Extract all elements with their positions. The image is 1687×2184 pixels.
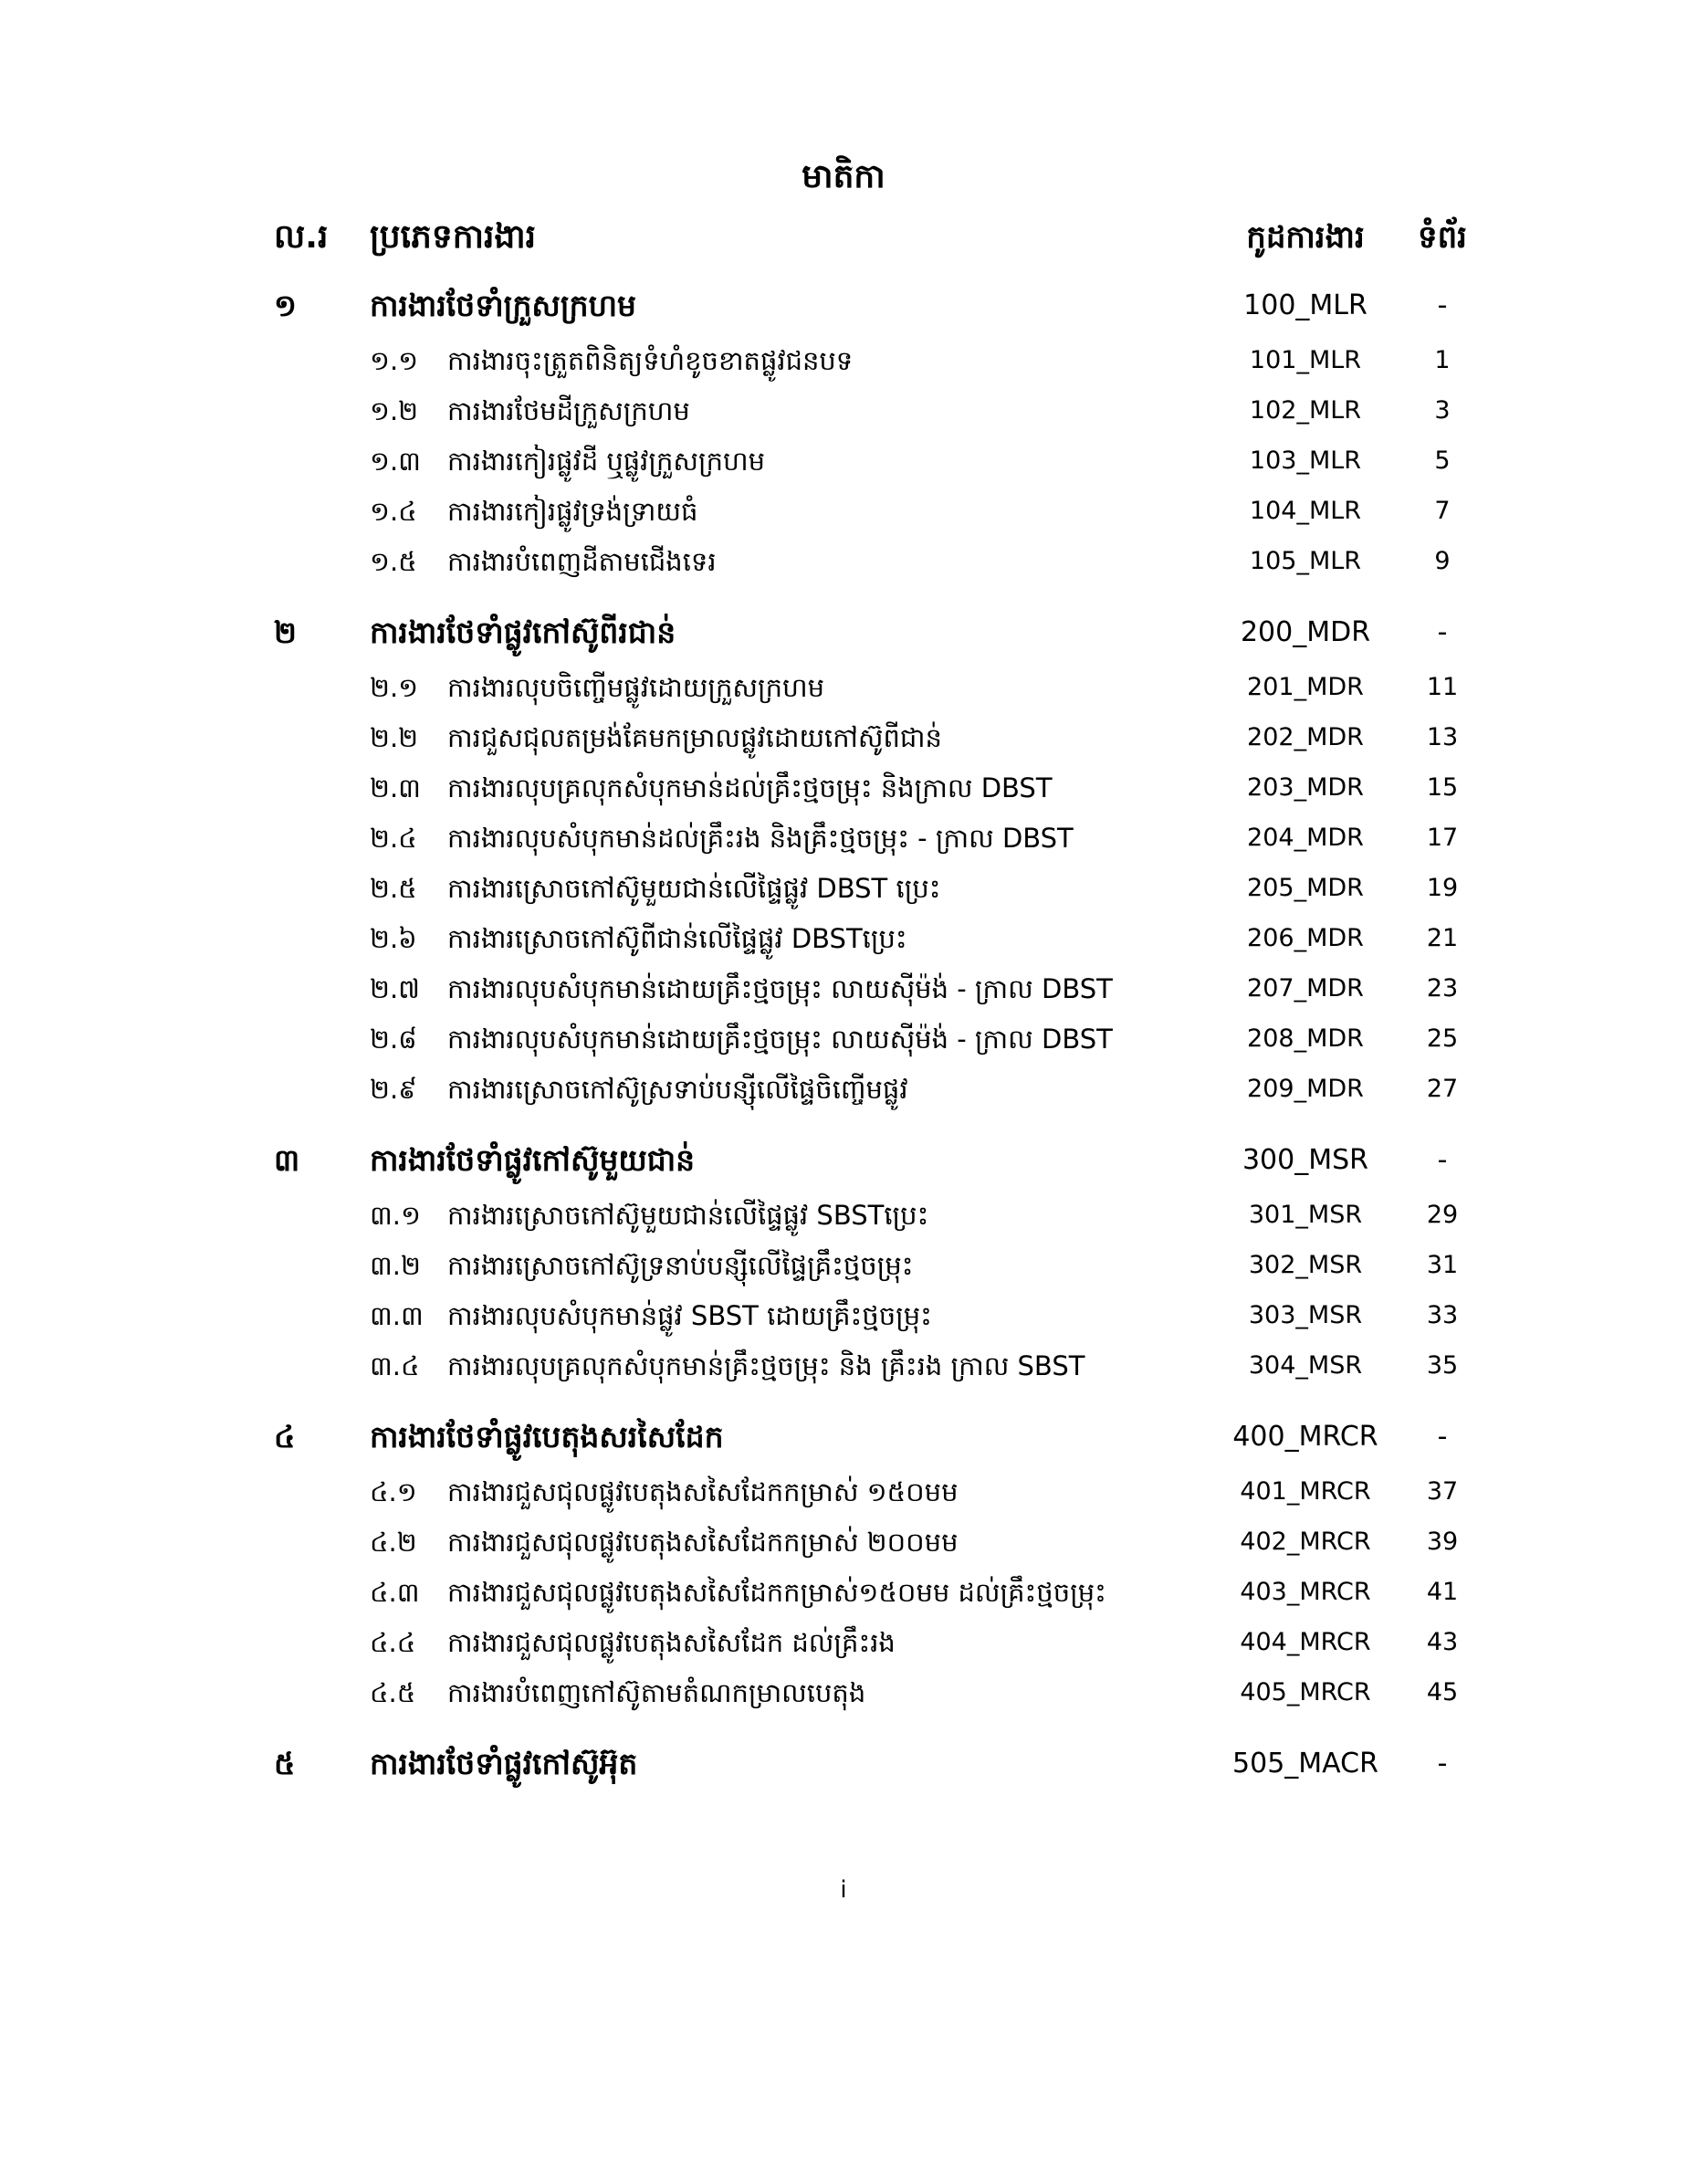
section-title: ការងារថែទាំក្រួសក្រហម [370,288,636,323]
item-title: ការងារបំពេញកៅស៊ូតាមតំណកម្រាលបេតុង [447,1677,866,1708]
item-number: ២.៨ [370,1024,417,1055]
section-row [0,610,1687,656]
item-code: 402_MRCR [1240,1528,1371,1556]
item-page: 27 [1426,1075,1459,1103]
item-title: ការងារថែមដីក្រួសក្រហម [447,395,690,426]
item-page: 7 [1434,497,1451,525]
item-row [0,338,1687,383]
item-row [0,715,1687,761]
item-row [0,1016,1687,1062]
section-code: 400_MRCR [1232,1421,1378,1453]
item-code: 204_MDR [1247,824,1364,852]
item-page: 23 [1426,974,1459,1003]
item-number: ១.១ [370,345,419,376]
item-page: 11 [1426,673,1459,701]
table-header [0,212,1687,263]
section-number: ៣ [274,1142,300,1178]
item-code: 201_MDR [1247,673,1364,701]
item-title: ការងារកៀរផ្លូវទ្រង់ទ្រាយធំ [447,496,698,527]
item-number: ២.៥ [370,873,417,904]
item-code: 405_MRCR [1240,1678,1371,1706]
item-row [0,966,1687,1012]
section-page: - [1437,1144,1448,1176]
section-number: ៥ [274,1746,296,1781]
item-row [0,539,1687,584]
item-row [0,1570,1687,1615]
item-number: ៣.៣ [370,1300,424,1331]
item-number: ២.២ [370,722,419,753]
item-row [0,1519,1687,1565]
item-row [0,1620,1687,1665]
section-number: ២ [274,614,297,650]
item-code: 105_MLR [1249,547,1362,575]
section-number: ១ [274,288,297,323]
item-number: ៣.១ [370,1200,421,1231]
item-number: ៤.៣ [370,1577,420,1608]
item-page: 33 [1426,1301,1459,1329]
item-number: ២.៣ [370,772,421,803]
header-no: ល.រ [274,218,329,256]
item-number: ៤.១ [370,1476,417,1507]
item-number: ១.២ [370,395,419,426]
item-code: 202_MDR [1247,723,1364,751]
item-code: 401_MRCR [1240,1477,1371,1506]
section-page: - [1437,289,1448,321]
item-page: 15 [1426,773,1459,802]
item-number: ១.៣ [370,446,421,477]
item-code: 403_MRCR [1240,1578,1371,1606]
item-title: ការងារលុបសំបុកមាន់ផ្លូវ SBST ដោយគ្រឹះថ្មចម្រុះ [447,1300,932,1331]
section-page: - [1437,1748,1448,1780]
item-title: ការងារលុបសំបុកមាន់ដោយគ្រឹះថ្មចម្រុះ លាយស៊ីម៉ង់ - ក្រាល DBST [447,973,1113,1004]
item-page: 19 [1426,874,1459,902]
item-title: ការងារជួសជុលផ្លូវបេតុងសសៃដែកកម្រាស់ ១៥០មម [447,1476,959,1507]
item-title: ការងារចុះត្រួតពិនិត្យទំហំខូចខាតផ្លូវជនបទ [447,345,854,376]
item-page: 21 [1426,924,1459,952]
item-title: ការងារលុបសំបុកមាន់ដោយគ្រឹះថ្មចម្រុះ លាយស៊ីម៉ង់ - ក្រាល DBST [447,1024,1113,1055]
item-page: 35 [1426,1351,1459,1380]
section-title: ការងារថែទាំផ្លូវកៅស៊ូមួយជាន់ [370,1142,696,1178]
item-row [0,765,1687,811]
item-row [0,866,1687,911]
item-number: ២.៤ [370,823,417,854]
item-code: 102_MLR [1249,396,1362,425]
header-type: ប្រភេទការងារ [370,218,537,256]
item-number: ៣.៤ [370,1350,420,1381]
item-number: ២.៦ [370,923,417,954]
item-number: ២.៧ [370,973,420,1004]
item-title: ការងារជួសជុលផ្លូវបេតុងសសៃដែក ដល់គ្រឹះរង [447,1627,896,1658]
item-page: 29 [1426,1201,1459,1229]
item-page: 3 [1434,396,1451,425]
item-code: 404_MRCR [1240,1628,1371,1656]
item-row [0,438,1687,484]
item-code: 208_MDR [1247,1024,1364,1053]
section-page: - [1437,1421,1448,1453]
item-title: ការជួសជុលតម្រង់គែមកម្រាលផ្លូវដោយកៅស៊ូពីជាន់ [447,722,942,753]
item-row [0,815,1687,861]
item-row [0,1293,1687,1339]
item-title: ការងារជួសជុលផ្លូវបេតុងសសៃដែកកម្រាស់១៥០មម ដល់គ្រឹះថ្មចម្រុះ [447,1577,1106,1608]
item-page: 9 [1434,547,1451,575]
item-code: 303_MSR [1248,1301,1363,1329]
item-number: ៤.៤ [370,1627,416,1658]
item-page: 17 [1426,824,1459,852]
page-number: i [840,1876,847,1904]
item-page: 13 [1426,723,1459,751]
item-row [0,1670,1687,1716]
item-page: 41 [1426,1578,1459,1606]
item-title: ការងារលុបគ្រលុកសំបុកមាន់គ្រឹះថ្មចម្រុះ និង គ្រឹះរង ក្រាល SBST [447,1350,1085,1381]
section-code: 300_MSR [1242,1144,1369,1176]
item-number: ២.៩ [370,1074,417,1105]
item-row [0,1343,1687,1389]
item-page: 5 [1434,446,1451,475]
item-title: ការងារស្រោចកៅស៊ូទ្រនាប់បន្ស៊ីលើផ្ទៃគ្រឹះថ្មចម្រុះ [447,1250,914,1281]
section-row [0,283,1687,329]
item-page: 45 [1426,1678,1459,1706]
section-row [0,1138,1687,1183]
item-number: ១.៤ [370,496,417,527]
item-title: ការងារលុបសំបុកមាន់ដល់គ្រឹះរង និងគ្រឹះថ្មចម្រុះ - ក្រាល DBST [447,823,1074,854]
item-code: 302_MSR [1248,1251,1363,1279]
section-title: ការងារថែទាំផ្លូវបេតុងសរសៃដែក [370,1419,724,1454]
item-row [0,1066,1687,1112]
item-row [0,1243,1687,1288]
header-page: ទំព័រ [1418,219,1467,256]
item-row [0,665,1687,710]
item-page: 25 [1426,1024,1459,1053]
item-number: ១.៥ [370,546,417,577]
item-page: 31 [1426,1251,1459,1279]
item-code: 104_MLR [1249,497,1362,525]
item-code: 301_MSR [1248,1201,1363,1229]
section-title: ការងារថែទាំផ្លូវកៅស៊ូអ៊ុត [370,1746,638,1781]
section-code: 505_MACR [1232,1748,1378,1780]
item-code: 207_MDR [1247,974,1364,1003]
item-number: ៤.២ [370,1527,417,1558]
item-number: ២.១ [370,672,419,703]
item-page: 43 [1426,1628,1459,1656]
item-row [0,388,1687,434]
item-page: 37 [1426,1477,1459,1506]
item-code: 205_MDR [1247,874,1364,902]
item-title: ការងារបំពេញដីតាមជើងទេរ [447,546,717,577]
item-row [0,488,1687,534]
item-title: ការងារលុបគ្រលុកសំបុកមាន់ដល់គ្រឹះថ្មចម្រុះ និងក្រាល DBST [447,772,1053,803]
item-code: 203_MDR [1247,773,1364,802]
item-title: ការងារស្រោចកៅស៊ូស្រទាប់បន្ស៊ីលើផ្ទៃចិញ្ចើមផ្លូវ [447,1074,908,1105]
section-code: 200_MDR [1240,616,1371,648]
item-row [0,1192,1687,1238]
section-row [0,1414,1687,1460]
item-code: 209_MDR [1247,1075,1364,1103]
section-code: 100_MLR [1243,289,1367,321]
header-code: កូដការងារ [1246,219,1365,256]
item-code: 101_MLR [1249,346,1362,374]
item-number: ៣.២ [370,1250,421,1281]
item-number: ៤.៥ [370,1677,416,1708]
section-number: ៤ [274,1419,296,1454]
item-title: ការងារស្រោចកៅស៊ូពីជាន់លើផ្ទៃផ្លូវ DBSTប្រេះ [447,923,907,954]
item-title: ការងារកៀរផ្លូវដី ឬផ្លូវក្រួសក្រហម [447,446,766,477]
item-row [0,1469,1687,1515]
item-page: 39 [1426,1528,1459,1556]
section-page: - [1437,616,1448,648]
item-title: ការងារលុបចិញ្ចើមផ្លូវដោយក្រួសក្រហម [447,672,825,703]
item-page: 1 [1434,346,1451,374]
item-title: ការងារជួសជុលផ្លូវបេតុងសសៃដែកកម្រាស់ ២០០មម [447,1527,959,1558]
section-title: ការងារថែទាំផ្លូវកៅស៊ូពីរជាន់ [370,614,676,650]
item-code: 304_MSR [1248,1351,1363,1380]
item-row [0,916,1687,961]
item-code: 103_MLR [1249,446,1362,475]
item-title: ការងារស្រោចកៅស៊ូមួយជាន់លើផ្ទៃផ្លូវ SBSTប្រេះ [447,1200,929,1231]
page-title: មាតិកា [802,158,885,195]
item-code: 206_MDR [1247,924,1364,952]
section-row [0,1741,1687,1787]
item-title: ការងារស្រោចកៅស៊ូមួយជាន់លើផ្ទៃផ្លូវ DBST ប្រេះ [447,873,941,904]
